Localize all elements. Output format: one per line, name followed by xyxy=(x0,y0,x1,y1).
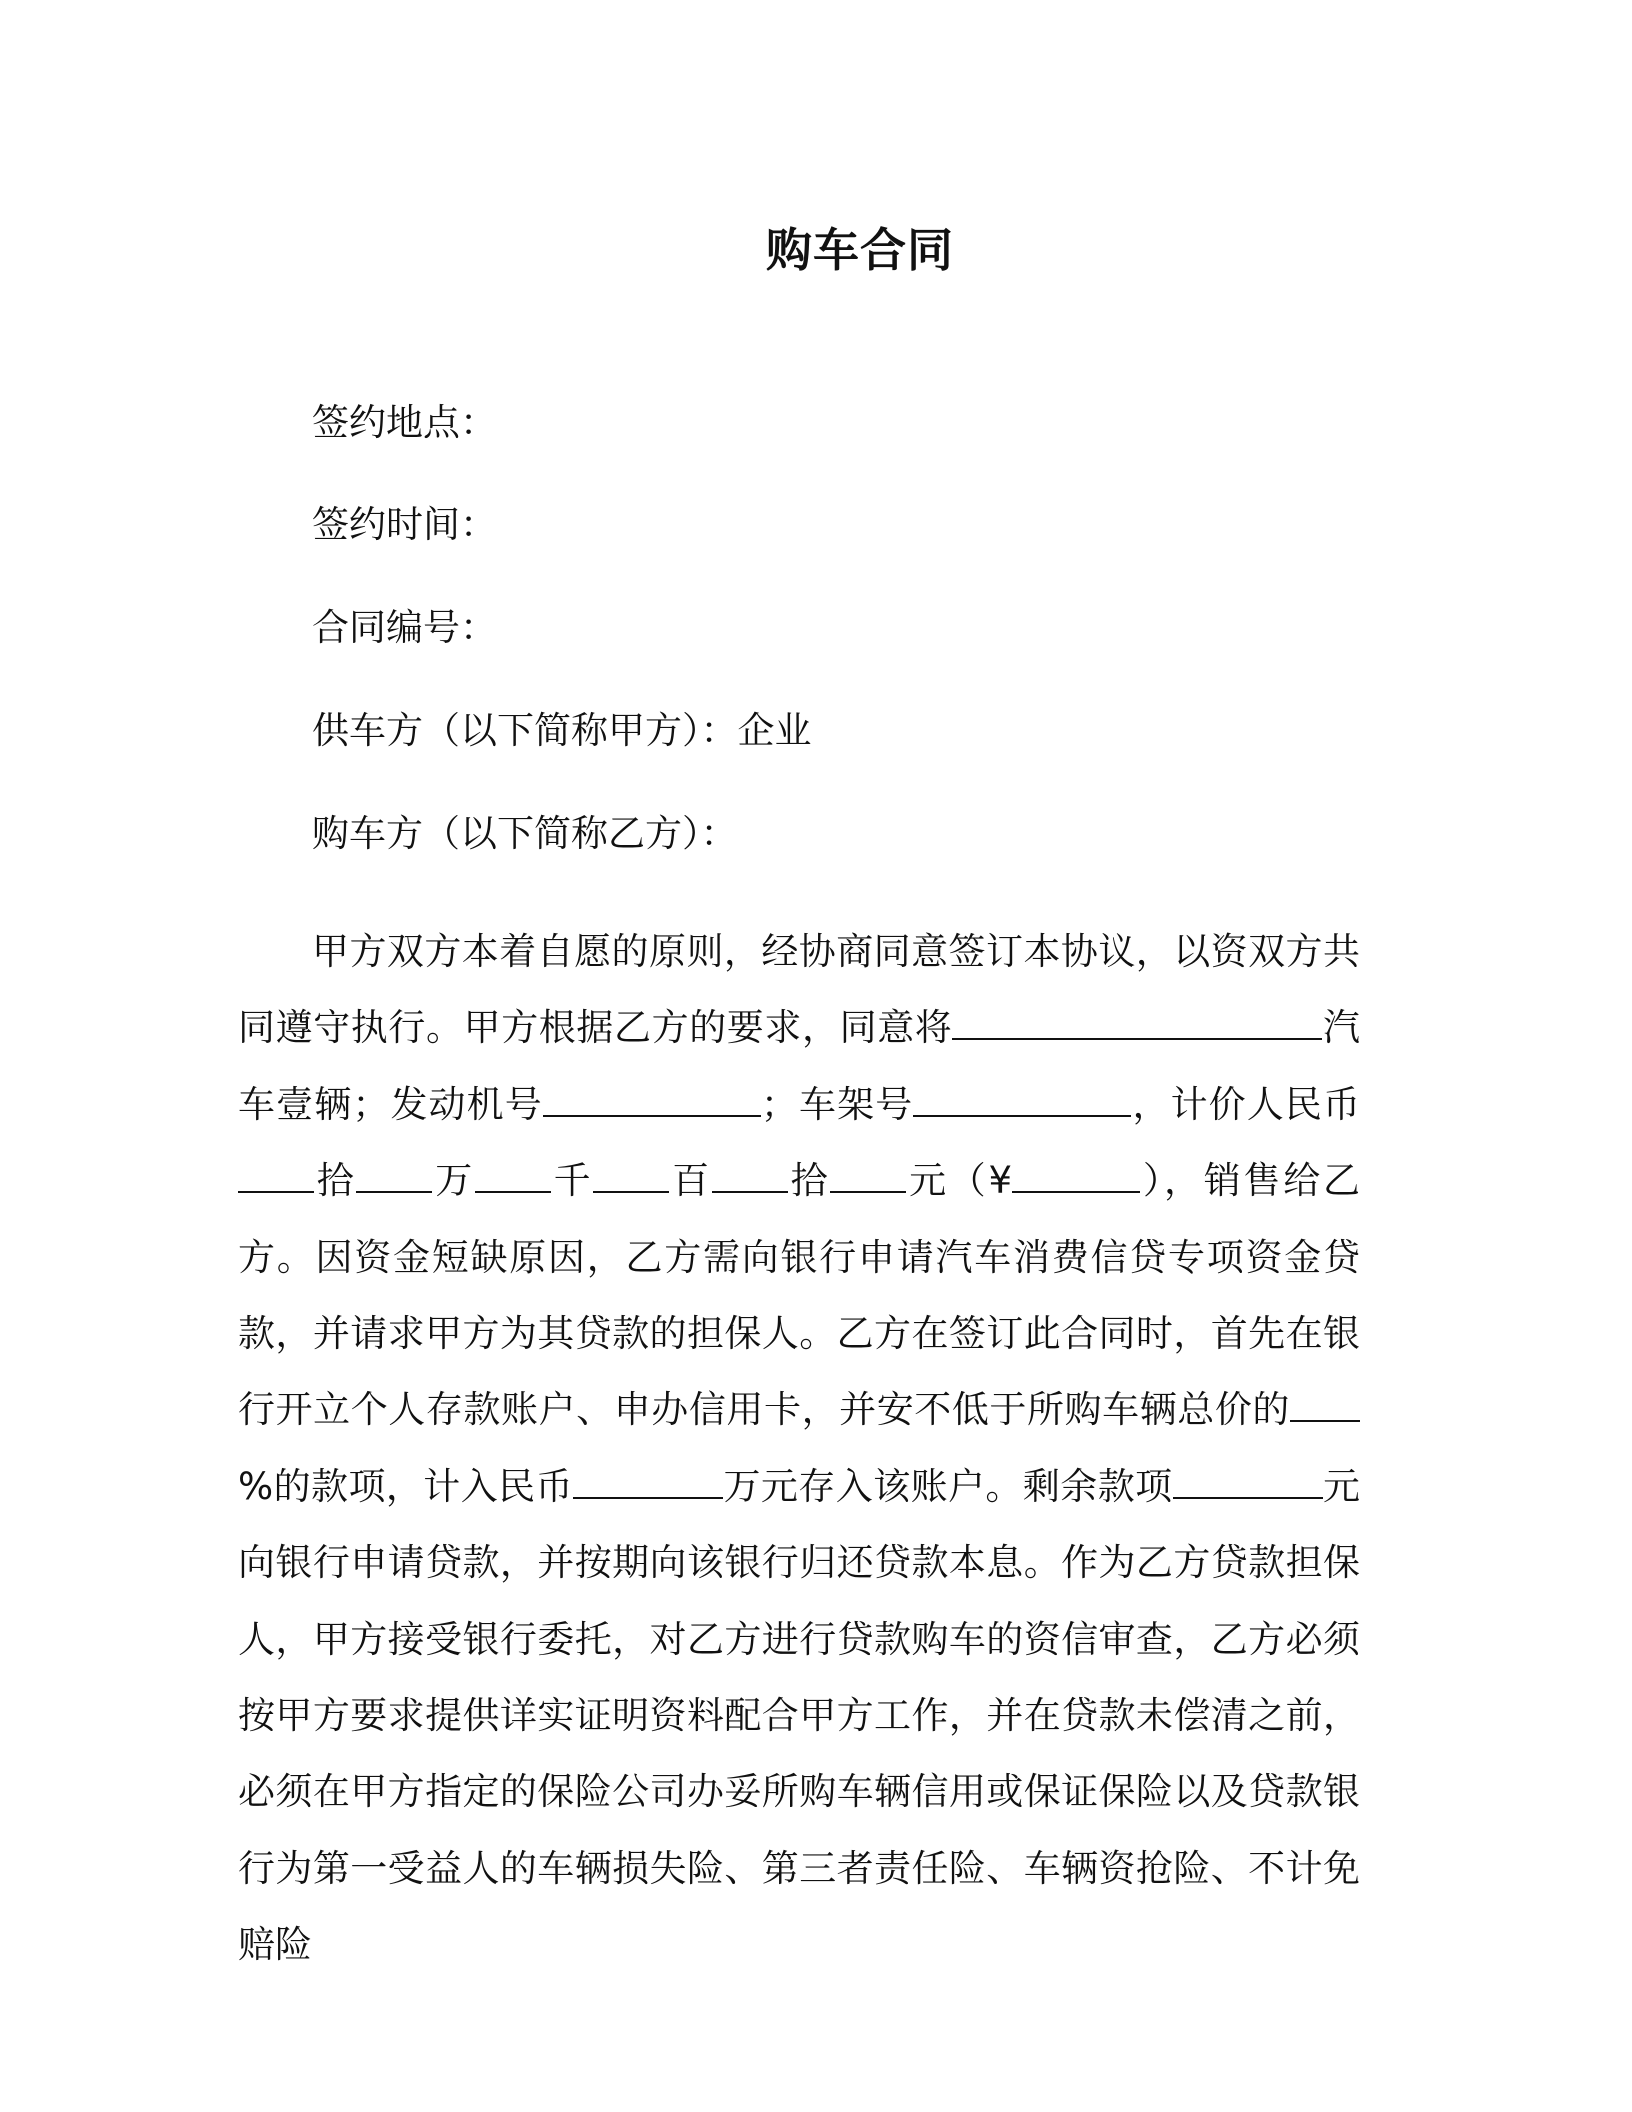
tens-blank xyxy=(712,1161,788,1193)
paragraph-text-1: 甲方双方本着自愿的原则，经协商同意签订本协议，以资双方共同遵守执行。甲方根据乙方的要求，同意将 xyxy=(238,930,1360,1050)
ten-thousands-blank xyxy=(356,1161,432,1193)
ones-blank xyxy=(830,1161,906,1193)
paragraph-text-7: 万元存入该账户。剩余款项 xyxy=(723,1464,1173,1508)
frame-number-blank xyxy=(913,1085,1131,1117)
unit-wan: 万 xyxy=(432,1159,475,1203)
contract-body-paragraph xyxy=(238,914,1360,1984)
signing-place-line xyxy=(312,397,1312,449)
signing-place-label: 签约地点： xyxy=(312,401,497,444)
signing-time-label: 签约时间： xyxy=(312,503,497,546)
supplier-label: 供车方（以下简称甲方）： xyxy=(312,709,738,752)
unit-shi-wan: 拾 xyxy=(314,1159,357,1203)
engine-number-blank xyxy=(543,1085,761,1117)
thousands-blank xyxy=(475,1161,551,1193)
unit-yuan: 元（¥ xyxy=(906,1159,1013,1203)
unit-bai: 百 xyxy=(669,1159,712,1203)
paragraph-text-6: %的款项，计入民币 xyxy=(238,1464,574,1508)
paragraph-text-4: ，计价人民币 xyxy=(1131,1082,1361,1126)
paragraph-text-2: 汽车壹辆；发动机号 xyxy=(238,1006,1361,1126)
contract-number-line xyxy=(312,602,1312,654)
hundreds-blank xyxy=(593,1161,669,1193)
car-model-blank xyxy=(952,1008,1322,1040)
supplier-value: 企业 xyxy=(737,709,812,752)
buyer-label: 购车方（以下简称乙方）： xyxy=(312,812,738,855)
price-yen-blank xyxy=(1012,1161,1140,1193)
ten-thousands-tens-blank xyxy=(238,1161,314,1193)
paragraph-text-3: ；车架号 xyxy=(760,1082,914,1126)
unit-shi: 拾 xyxy=(787,1159,831,1203)
remaining-amount-blank xyxy=(1173,1467,1323,1499)
unit-qian: 千 xyxy=(550,1159,594,1203)
page-title: 购车合同 xyxy=(766,223,954,277)
percent-blank xyxy=(1290,1390,1360,1422)
buyer-line xyxy=(312,808,1312,860)
paragraph-text-5: ），销售给乙方。因资金短缺原因，乙方需向银行申请汽车消费信贷专项资金贷款，并请求甲方为其贷款的担保人。乙方在签订此合同时，首先在银行开立个人存款账户、申办信用卡，并安不低于所购车辆总价的 xyxy=(238,1159,1360,1432)
supplier-line xyxy=(312,705,1312,757)
contract-number-label: 合同编号： xyxy=(312,606,497,649)
deposit-amount-blank xyxy=(573,1467,723,1499)
signing-time-line xyxy=(312,499,1312,551)
paragraph-text-8: 元向银行申请贷款，并按期向该银行归还贷款本息。作为乙方贷款担保人，甲方接受银行委托，对乙方进行贷款购车的资信审查，乙方必须按甲方要求提供详实证明资料配合甲方工作，并在贷款未偿清之前，必须在甲方指定的保险公司办妥所购车辆信用或保证保险以及贷款银行为第一受益人的车辆损失险、第三者责任险、车辆资抢险、不计免赔险 xyxy=(238,1464,1361,1967)
